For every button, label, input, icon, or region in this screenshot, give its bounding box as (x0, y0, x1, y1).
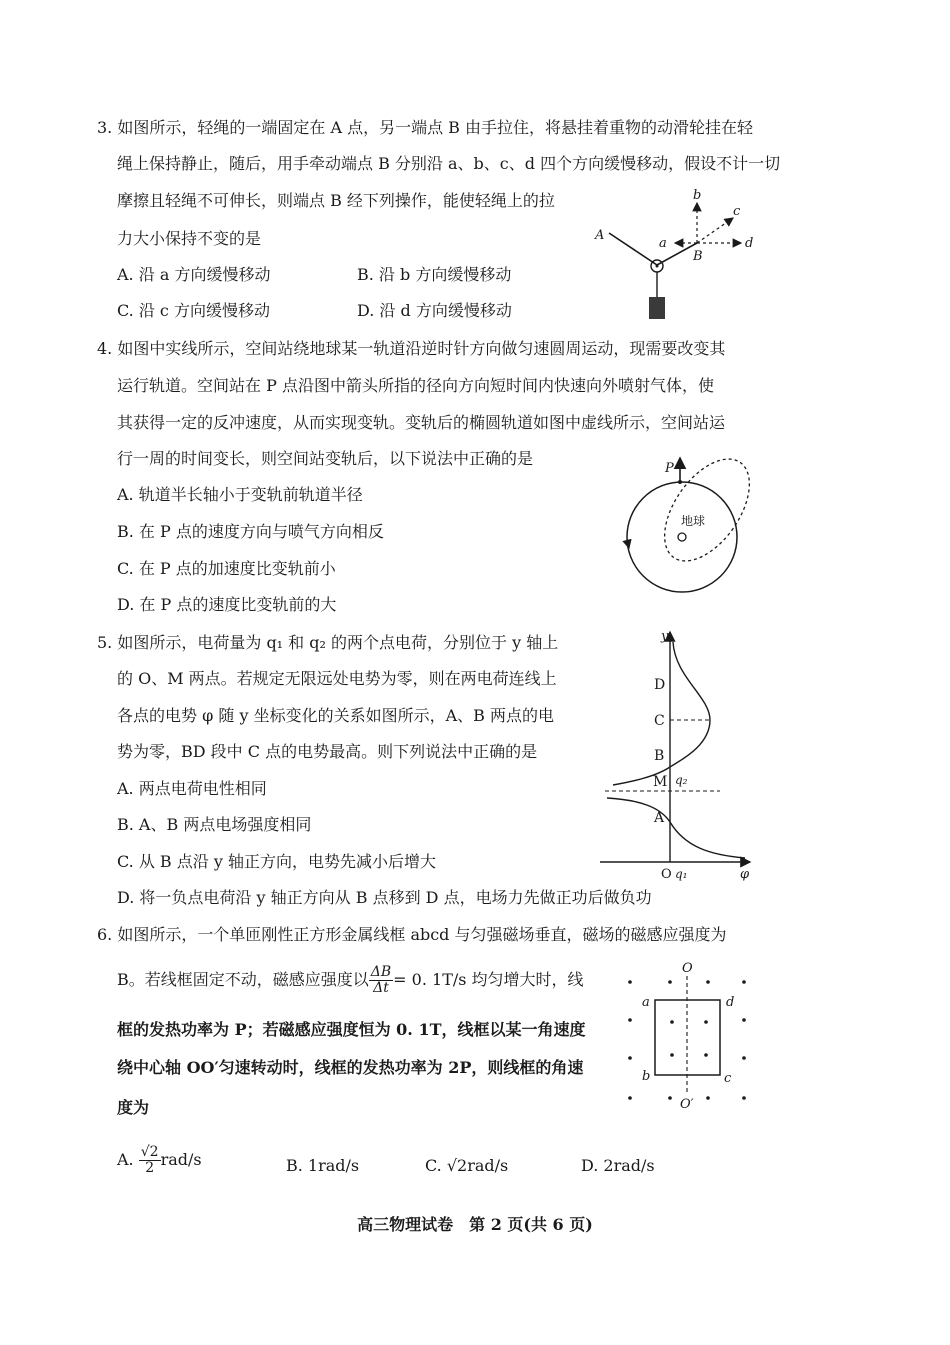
q4-option-d: D. 在 P 点的速度比变轨前的大 (117, 595, 337, 614)
q4-option-c: C. 在 P 点的加速度比变轨前小 (117, 559, 336, 578)
q3-label-d: d (745, 236, 754, 251)
q6-option-d: D. 2rad/s (581, 1156, 655, 1175)
q5-line-1: 5. 如图所示，电荷量为 q₁ 和 q₂ 的两个点电荷，分别位于 y 轴上 (97, 633, 559, 652)
q6-line-2-post: = 0. 1T/s 均匀增大时，线 (393, 970, 584, 989)
q3-label-B: B (693, 249, 703, 264)
q3-line-1: 3. 如图所示，轻绳的一端固定在 A 点，另一端点 B 由手拉住，将悬挂着重物的动滑轮挂在轻 (97, 118, 754, 137)
q6-option-a-unit: rad/s (160, 1150, 202, 1169)
q6-frac-numerator: ΔB (370, 964, 392, 980)
q3-option-b: B. 沿 b 方向缓慢移动 (357, 265, 512, 284)
q3-option-d: D. 沿 d 方向缓慢移动 (357, 301, 512, 320)
q4-label-earth: 地球 (681, 514, 706, 528)
q6-line-2-pre: B。若线框固定不动，磁感应强度以 (117, 970, 369, 989)
q6-option-b: B. 1rad/s (286, 1156, 360, 1175)
q4-line-2: 运行轨道。空间站在 P 点沿图中箭头所指的径向方向短时间内快速向外喷射气体，使 (117, 376, 714, 395)
q5-line-4: 势为零，BD 段中 C 点的电势最高。则下列说法中正确的是 (117, 742, 538, 761)
q3-option-a: A. 沿 a 方向缓慢移动 (117, 265, 271, 284)
q3-pulley-figure (585, 185, 765, 330)
q4-option-b: B. 在 P 点的速度方向与喷气方向相反 (117, 522, 384, 541)
q5-option-b: B. A、B 两点电场强度相同 (117, 815, 312, 834)
q6-line-4: 绕中心轴 OO′匀速转动时，线框的发热功率为 2P，则线框的角速 (117, 1058, 584, 1077)
q6-option-c: C. √2rad/s (425, 1156, 509, 1175)
q5-label-A: A (654, 810, 665, 826)
q6-option-a-label: A. (117, 1150, 134, 1169)
q6-line-3: 框的发热功率为 P；若磁感应强度恒为 0. 1T，线框以某一角速度 (117, 1020, 586, 1039)
q4-label-P: P (665, 461, 674, 476)
q6-option-a-den: 2 (145, 1160, 155, 1176)
q3-label-b: b (693, 188, 702, 203)
q6-option-a-num: √2 (140, 1144, 159, 1160)
q3-label-c: c (733, 204, 741, 219)
q5-label-B: B (654, 748, 665, 764)
q6-line-5: 度为 (117, 1098, 150, 1117)
q6-frac-denominator: Δt (373, 980, 389, 996)
q5-option-a: A. 两点电荷电性相同 (117, 779, 267, 798)
q4-option-a: A. 轨道半长轴小于变轨前轨道半径 (117, 485, 363, 504)
q5-label-y: y (661, 629, 669, 644)
q5-label-O: O (661, 867, 672, 882)
page-footer: 高三物理试卷 第 2 页(共 6 页) (357, 1215, 593, 1234)
q4-orbit-figure (615, 450, 765, 615)
q6-label-a: a (642, 995, 650, 1010)
q3-label-A: A (595, 228, 605, 243)
q5-label-q2: q₂ (675, 773, 688, 787)
q6-label-O: O (682, 961, 693, 976)
q4-line-4: 行一周的时间变长，则空间站变轨后，以下说法中正确的是 (117, 449, 534, 468)
q5-label-C: C (654, 713, 665, 729)
q5-label-q1: q₁ (675, 867, 688, 881)
q6-label-c: c (724, 1071, 732, 1086)
q4-line-1: 4. 如图中实线所示，空间站绕地球某一轨道沿逆时针方向做匀速圆周运动，现需要改变其 (97, 339, 726, 358)
q6-option-a (117, 1145, 202, 1176)
q6-option-a-fraction (139, 1145, 161, 1176)
q5-potential-graph (595, 622, 760, 884)
q6-label-b: b (642, 1069, 651, 1084)
q6-line-1: 6. 如图所示，一个单匝刚性正方形金属线框 abcd 与匀强磁场垂直，磁场的磁感应强度为 (97, 925, 727, 944)
q5-label-phi: φ (740, 867, 750, 882)
q5-line-2: 的 O、M 两点。若规定无限远处电势为零，则在两电荷连线上 (117, 669, 557, 688)
q6-label-O-prime: O′ (680, 1097, 694, 1110)
q6-label-d: d (726, 995, 735, 1010)
q3-option-c: C. 沿 c 方向缓慢移动 (117, 301, 270, 320)
q5-label-D: D (654, 677, 666, 693)
q3-line-3: 摩擦且轻绳不可伸长，则端点 B 经下列操作，能使轻绳上的拉 (117, 191, 555, 210)
q5-line-3: 各点的电势 φ 随 y 坐标变化的关系如图所示，A、B 两点的电 (117, 706, 554, 725)
q6-delta-fraction (369, 965, 393, 996)
q3-label-a: a (659, 236, 667, 251)
q6-line-2 (117, 965, 584, 996)
q6-coil-figure (620, 960, 755, 1110)
q4-line-3: 其获得一定的反冲速度，从而实现变轨。变轨后的椭圆轨道如图中虚线所示，空间站运 (117, 413, 726, 432)
q3-line-2: 绳上保持静止，随后，用手牵动端点 B 分别沿 a、b、c、d 四个方向缓慢移动，假设不计一切 (117, 154, 781, 173)
q5-label-M: M (653, 774, 668, 790)
q3-line-4: 力大小保持不变的是 (117, 229, 262, 248)
q5-option-d: D. 将一负点电荷沿 y 轴正方向从 B 点移到 D 点，电场力先做正功后做负功 (117, 888, 652, 907)
q5-option-c: C. 从 B 点沿 y 轴正方向，电势先减小后增大 (117, 852, 436, 871)
